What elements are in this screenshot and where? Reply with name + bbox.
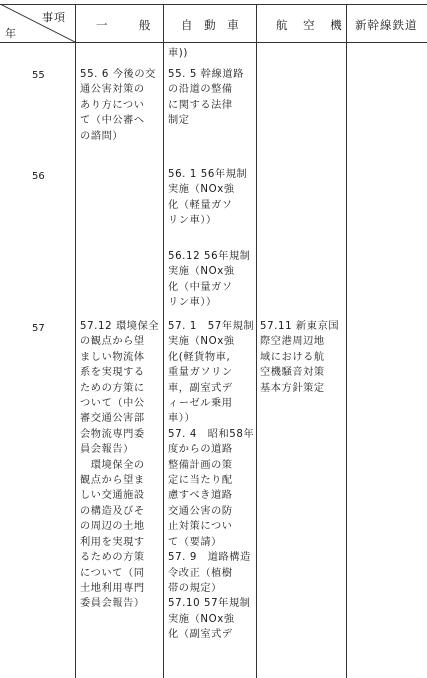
cell-line: 実施（NOx強 <box>168 266 235 278</box>
column-rule <box>75 4 76 678</box>
year-57: 57 <box>32 323 45 334</box>
header-year-label: 年 <box>5 27 17 40</box>
cell-line: 環境保全の <box>80 459 145 471</box>
general-cell-55 <box>80 67 162 144</box>
cell-line: の沿道の整備 <box>168 84 233 96</box>
cell-line: あり方につい <box>80 99 145 111</box>
cell-line: リン車）） <box>168 297 217 309</box>
automobile-cell-56b <box>168 249 254 311</box>
aircraft-cell-57 <box>260 319 346 396</box>
cell-line: 際空港周辺地 <box>260 336 325 348</box>
cell-line: の観点から望 <box>80 336 145 348</box>
header-bottom-rule <box>0 42 427 43</box>
cell-line: しい交通施設 <box>80 490 145 502</box>
cell-line: 56.12 56年規制 <box>168 251 251 262</box>
cell-line: るための方策 <box>80 552 145 564</box>
cell-line: の構造及びそ <box>80 505 145 517</box>
cell-line: 度からの道路 <box>168 444 233 456</box>
cell-line: の周辺の土地 <box>80 521 145 533</box>
cell-line: 55. 6 今後の交 <box>80 69 156 80</box>
cell-line: ついて（中公 <box>80 398 145 410</box>
cell-line: 55. 5 幹線道路 <box>168 69 244 80</box>
cell-line: 56. 1 56年規制 <box>168 169 248 180</box>
cell-line: 化（副室式デ <box>168 629 233 641</box>
column-rule <box>163 4 164 678</box>
cell-line: ましい物流体 <box>80 351 145 363</box>
cell-line: 定に当たり配 <box>168 475 233 487</box>
header-automobile: 自 動 車 <box>181 18 243 32</box>
header-aircraft: 航 空 機 <box>276 18 348 32</box>
cell-line: 交通公害の防 <box>168 505 233 517</box>
cell-line: 重量ガソリン <box>168 367 233 379</box>
cell-line: 車）） <box>168 413 196 425</box>
automobile-cell-55 <box>168 67 254 129</box>
cell-line: 化（軽量ガソ <box>168 199 233 211</box>
cell-line: 57. 1 57年規制 <box>168 321 255 332</box>
header-general: 一 般 <box>96 18 161 32</box>
header-item-label: 事項 <box>42 11 66 24</box>
header-shinkansen: 新幹線鉄道 <box>355 18 418 32</box>
cell-line: について（同 <box>80 567 145 579</box>
cell-line: 実施（NOx強 <box>168 336 235 348</box>
cell-line: 車，副室式デ <box>168 382 233 394</box>
cell-line: 系を実現する <box>80 367 145 379</box>
automobile-cell-56a <box>168 167 254 229</box>
column-rule <box>346 4 347 678</box>
cell-line: 員会報告） <box>80 444 134 456</box>
cell-line: 土地利用専門 <box>80 582 145 594</box>
year-56: 56 <box>32 171 45 182</box>
cell-line: 帯の規定） <box>168 582 222 594</box>
cell-line: 通公害対策の <box>80 84 145 96</box>
cell-line: 委員会報告） <box>80 598 145 610</box>
cell-line: ィーゼル乗用 <box>168 398 233 410</box>
cell-line: 観点から望ま <box>80 475 145 487</box>
cell-line: 車)) <box>168 48 188 59</box>
cell-line: 止対策につい <box>168 521 233 533</box>
automobile-cell-57 <box>168 319 254 643</box>
automobile-cell-continued <box>168 46 254 61</box>
year-55: 55 <box>32 70 45 81</box>
cell-line: 化（中量ガソ <box>168 281 233 293</box>
cell-line: 化(軽貨物車, <box>168 351 231 363</box>
cell-line: 57. 4 昭和58年 <box>168 428 255 440</box>
cell-line: 空機騒音対策 <box>260 367 325 379</box>
cell-line: 令改正（植樹 <box>168 567 233 579</box>
cell-line: 57.10 57年規制 <box>168 598 251 610</box>
cell-line: リン車）） <box>168 215 217 227</box>
cell-line: て（要請） <box>168 536 222 548</box>
cell-line: 基本方針策定 <box>260 382 325 394</box>
cell-line: 57.11 新東京国 <box>260 321 340 332</box>
cell-line: て（中公審へ <box>80 115 145 127</box>
cell-line: 域における航 <box>260 351 325 363</box>
cell-line: の諮問） <box>80 130 124 142</box>
cell-line: 会物流専門委 <box>80 428 145 440</box>
cell-line: 利用を実現す <box>80 536 145 548</box>
cell-line: 制定 <box>168 115 190 127</box>
cell-line: 実施（NOx強 <box>168 613 235 625</box>
column-rule <box>256 4 257 678</box>
general-cell-57 <box>80 319 162 612</box>
cell-line: 57.12 環境保全 <box>80 321 160 332</box>
cell-line: ための方策に <box>80 382 145 394</box>
cell-line: に関する法律 <box>168 99 233 111</box>
cell-line: 審交通公害部 <box>80 413 145 425</box>
cell-line: 57. 9 道路構造 <box>168 552 251 564</box>
cell-line: 実施（NOx強 <box>168 184 235 196</box>
cell-line: 整備計画の策 <box>168 459 233 471</box>
cell-line: 慮すべき道路 <box>168 490 233 502</box>
